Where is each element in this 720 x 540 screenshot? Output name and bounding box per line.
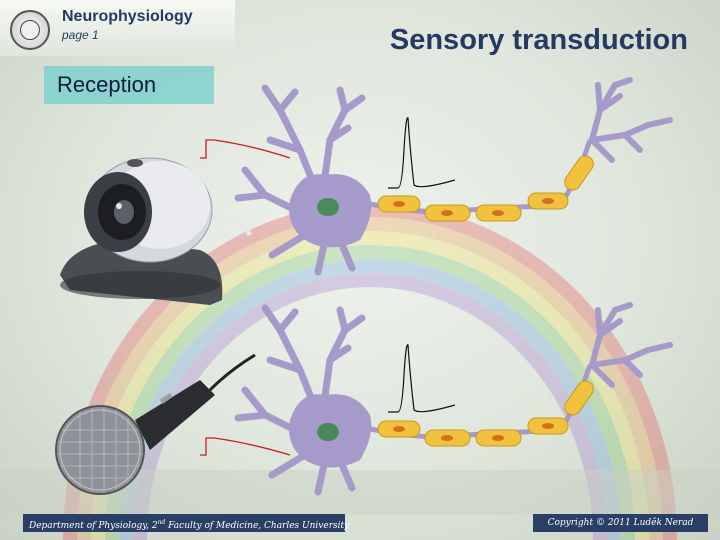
receptor-potential-bottom	[200, 438, 290, 455]
footer-department-suffix: Faculty of Medicine, Charles University	[165, 521, 350, 531]
course-title: Neurophysiology	[62, 8, 193, 25]
footer-department-prefix: Department of Physiology, 2	[29, 521, 158, 531]
nucleus-bottom	[317, 423, 339, 441]
footer-copyright: Copyright © 2011 Luděk Nerad	[533, 514, 708, 532]
axon-terminals-top	[592, 80, 670, 160]
page-label: page 1	[62, 28, 99, 42]
nucleus-top	[317, 198, 339, 216]
myelin-sheath-top	[378, 153, 596, 221]
action-potential-top	[388, 118, 455, 188]
webcam-illustration	[60, 158, 250, 305]
footer-department-sup: nd	[157, 519, 166, 526]
section-subtitle: Reception	[57, 72, 157, 97]
slide-title: Sensory transduction	[389, 24, 688, 56]
footer-department	[23, 514, 350, 532]
action-potential-bottom	[388, 345, 455, 412]
university-seal-icon	[10, 10, 50, 50]
